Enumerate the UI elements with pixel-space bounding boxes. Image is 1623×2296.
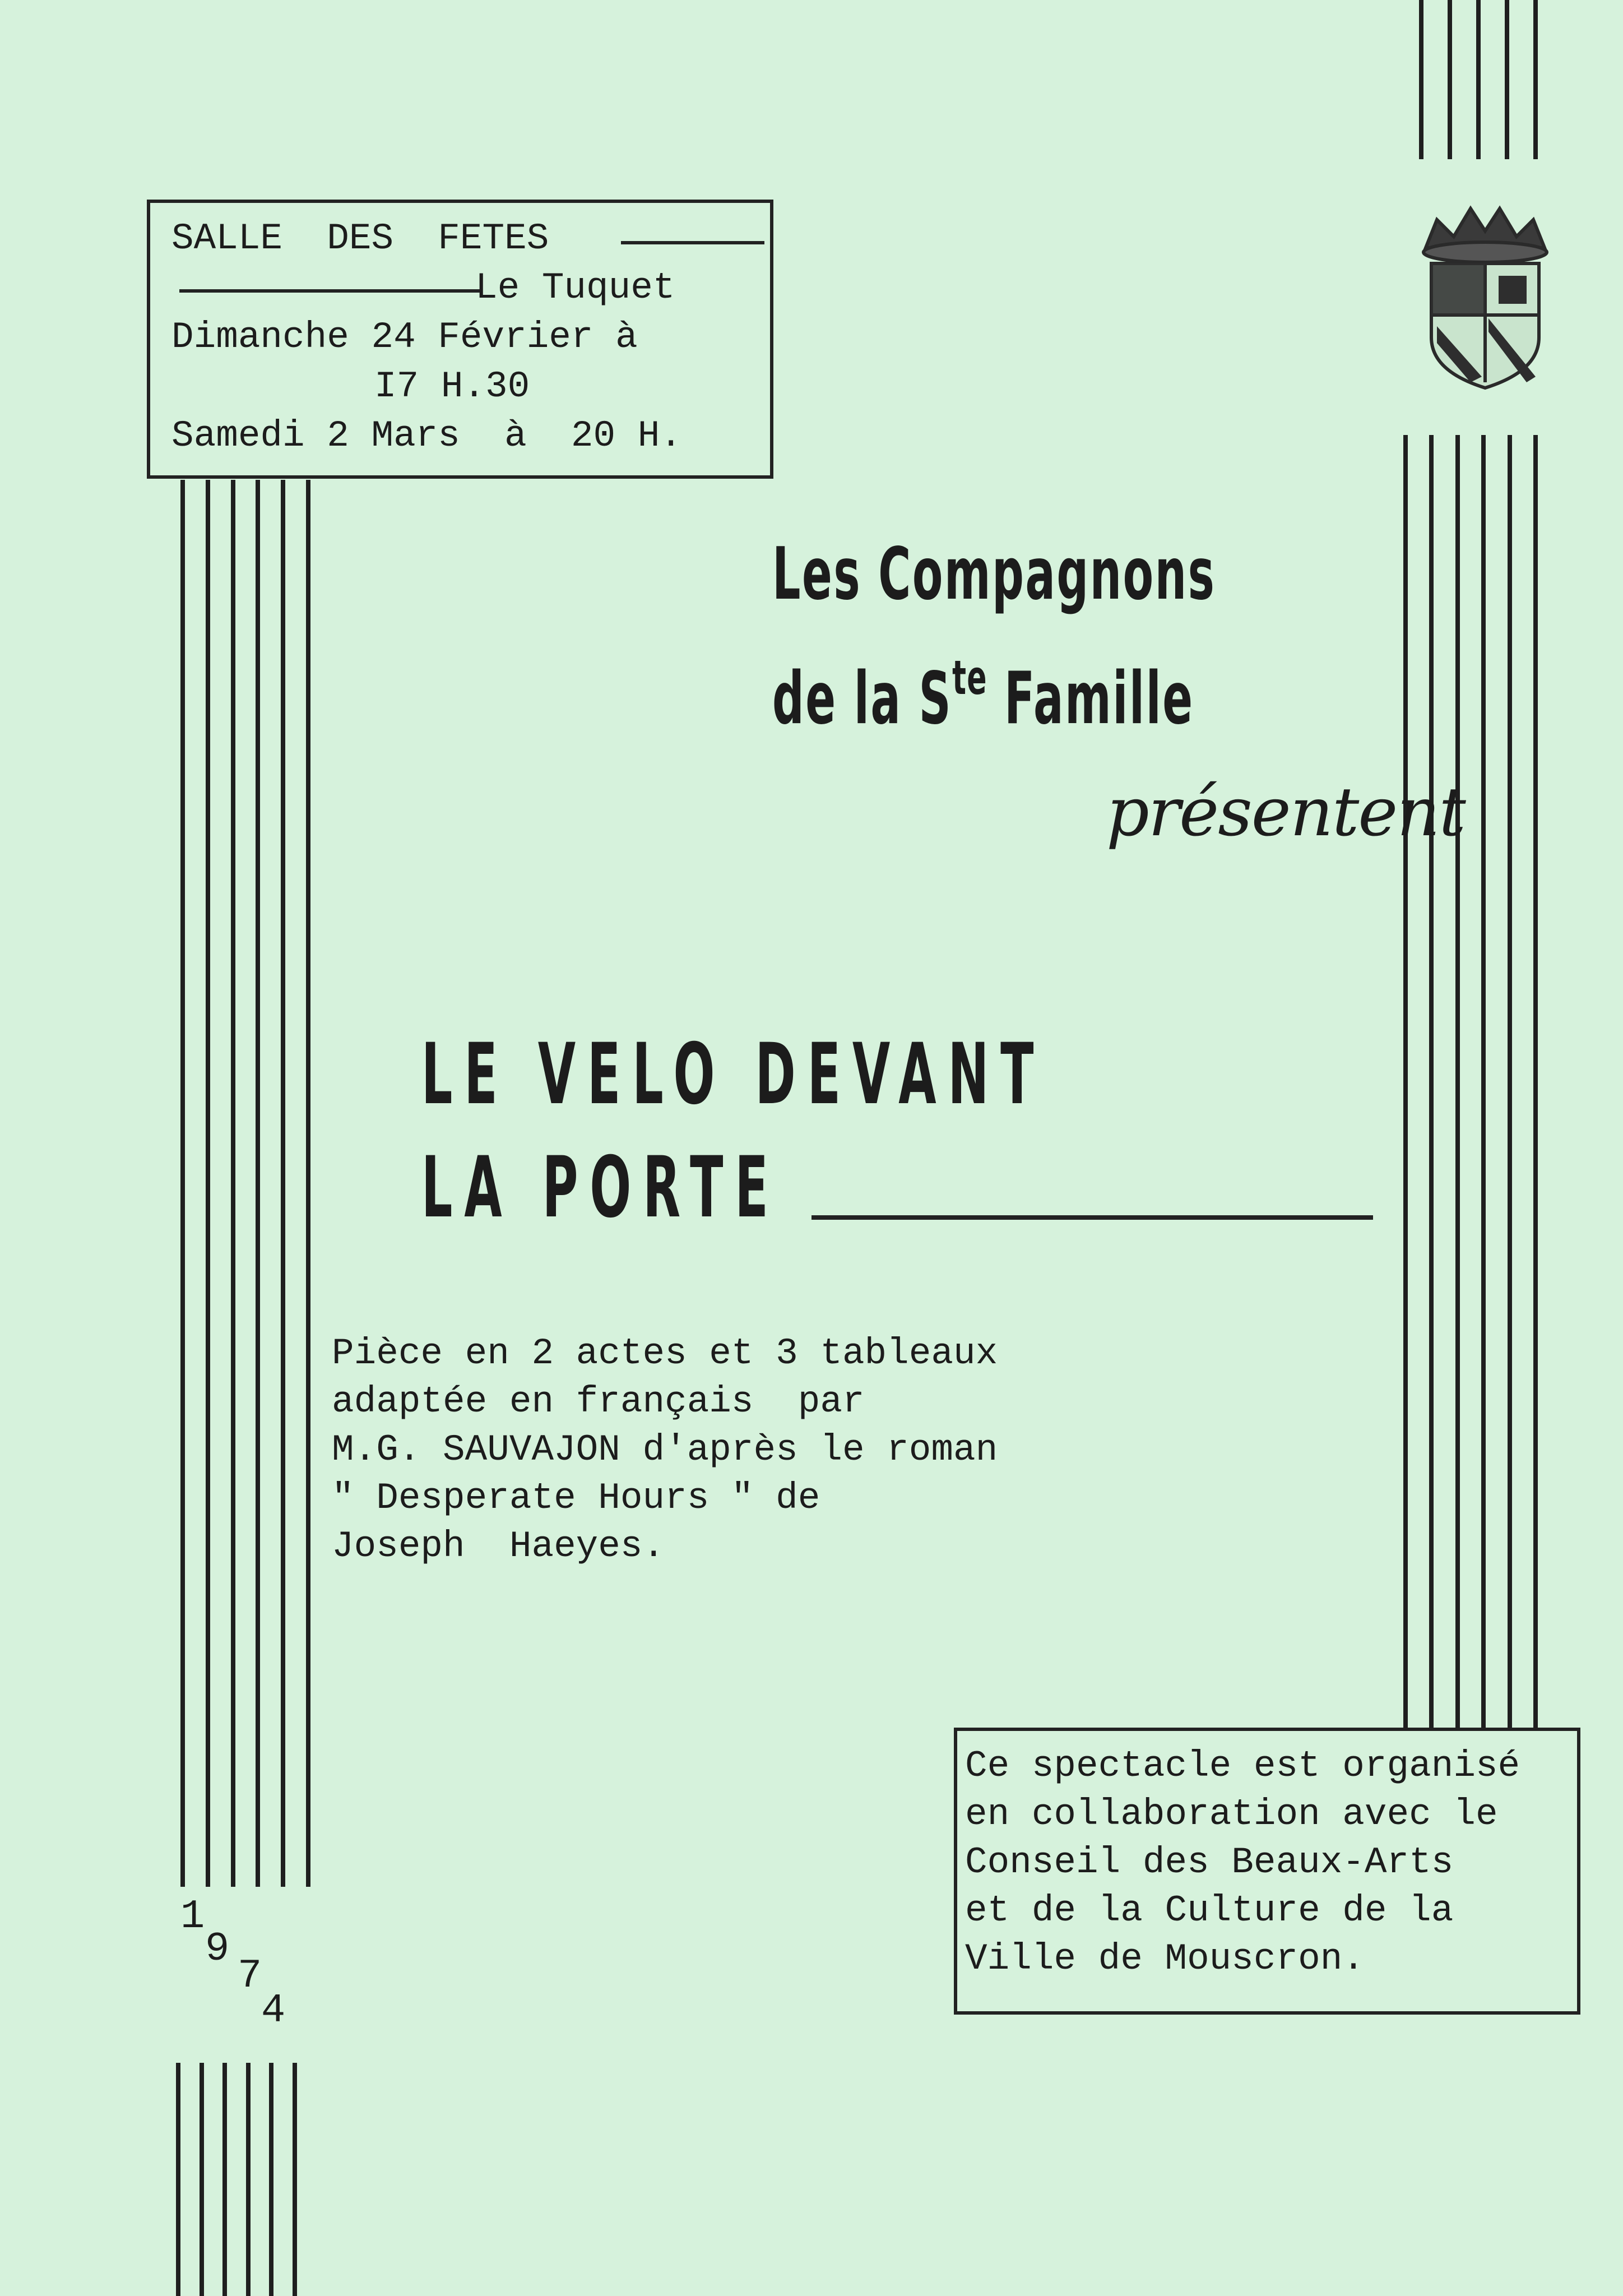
- description-line: " Desperate Hours " de: [332, 1477, 820, 1519]
- play-title-line-1: LE VELO DEVANT: [421, 1026, 1046, 1123]
- title-underline-rule: [812, 1215, 1373, 1220]
- description-line: adaptée en français par: [332, 1381, 865, 1423]
- venue-date-2: Samedi 2 Mars à 20 H.: [171, 415, 682, 457]
- bottom-left-lines: [176, 2063, 297, 2296]
- play-title-line-2: LA PORTE: [421, 1139, 780, 1237]
- play-description: [332, 1330, 998, 1571]
- organizer-line-2: [772, 650, 1194, 740]
- organization-notice-box: [954, 1728, 1580, 2015]
- venue-place: Le Tuquet: [475, 267, 675, 309]
- year-digit-4: 4: [261, 1988, 286, 2034]
- description-line: M.G. SAUVAJON d'après le roman: [332, 1429, 998, 1471]
- year-digit-2: 9: [205, 1926, 230, 1972]
- top-right-lines: [1419, 0, 1538, 159]
- place-leading-rule: [179, 289, 482, 293]
- venue-hall: SALLE DES FETES: [171, 217, 549, 260]
- notice-line: Ville de Mouscron.: [965, 1938, 1365, 1980]
- year-digit-3: 7: [238, 1953, 262, 1999]
- notice-line: Conseil des Beaux-Arts: [965, 1841, 1454, 1883]
- venue-info-box: [147, 200, 773, 479]
- notice-line: Ce spectacle est organisé: [965, 1745, 1520, 1787]
- organizer-line-2-suffix: Famille: [987, 657, 1194, 740]
- hall-underline-rule: [621, 241, 764, 244]
- presents-script: présentent: [1106, 774, 1465, 851]
- notice-line: en collaboration avec le: [965, 1793, 1498, 1835]
- right-column-lines: [1403, 435, 1538, 1729]
- organizer-line-2-superscript: te: [952, 650, 987, 705]
- organizer-line-1: Les Compagnons: [772, 533, 1216, 616]
- description-line: Joseph Haeyes.: [332, 1525, 665, 1567]
- year-digit-1: 1: [180, 1894, 205, 1939]
- coat-of-arms-icon: [1415, 197, 1556, 394]
- venue-time-1: I7 H.30: [374, 365, 530, 408]
- organizer-line-2-prefix: de la S: [772, 657, 953, 740]
- venue-date-1: Dimanche 24 Février à: [171, 316, 638, 358]
- description-line: Pièce en 2 actes et 3 tableaux: [332, 1332, 998, 1374]
- notice-line: et de la Culture de la: [965, 1890, 1454, 1932]
- left-column-lines: [180, 480, 310, 1887]
